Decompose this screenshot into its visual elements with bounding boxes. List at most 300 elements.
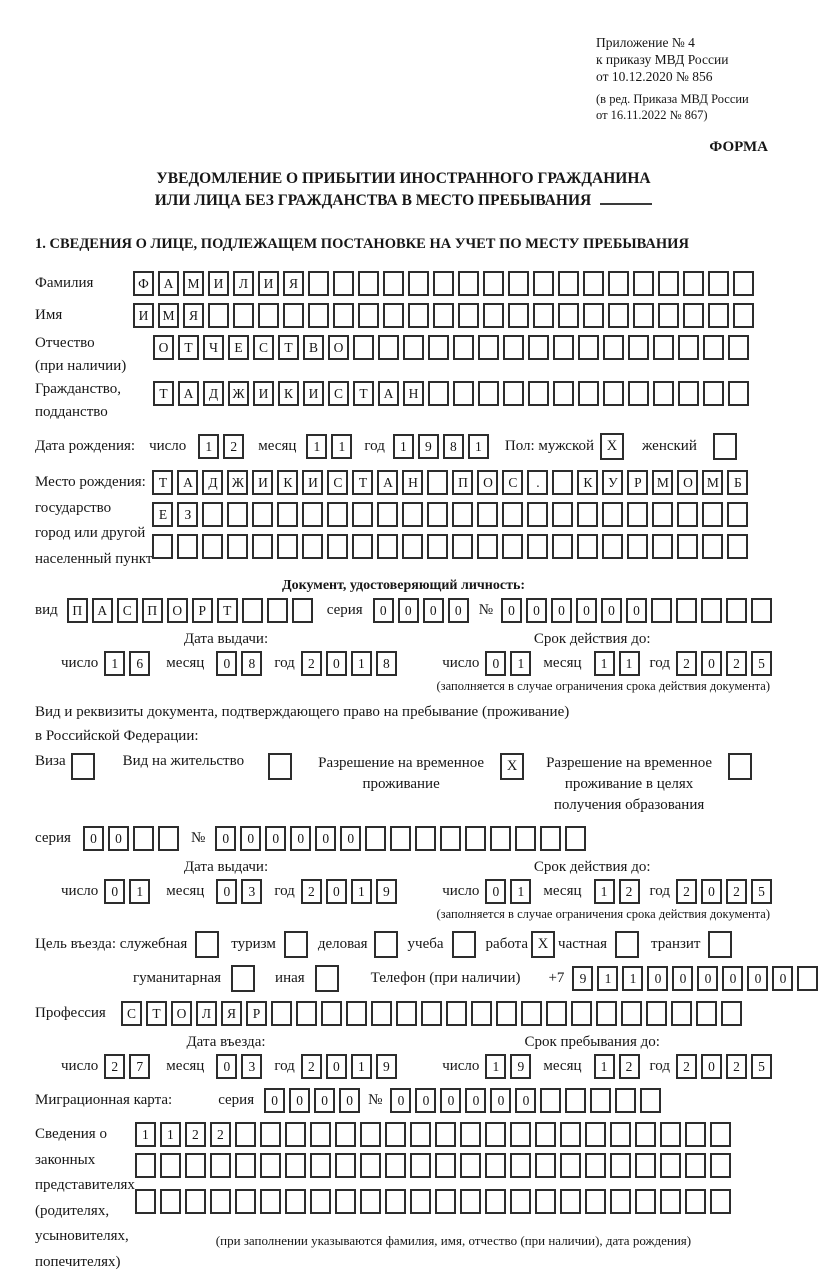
form-cell[interactable]: 0 xyxy=(289,1088,310,1113)
form-cell[interactable] xyxy=(435,1122,456,1147)
form-cell[interactable]: 0 xyxy=(83,826,104,851)
form-cell[interactable]: 0 xyxy=(448,598,469,623)
form-cell[interactable] xyxy=(231,965,255,992)
form-cell[interactable] xyxy=(558,271,579,296)
form-cell[interactable]: 1 xyxy=(594,879,615,904)
form-cell[interactable]: 0 xyxy=(747,966,768,991)
form-cell[interactable]: О xyxy=(171,1001,192,1026)
form-cell[interactable]: 0 xyxy=(551,598,572,623)
form-cell[interactable] xyxy=(728,753,752,780)
form-cell[interactable]: 1 xyxy=(510,651,531,676)
form-cell[interactable] xyxy=(583,303,604,328)
form-cell[interactable]: Р xyxy=(246,1001,267,1026)
form-cell[interactable]: 0 xyxy=(701,651,722,676)
form-cell[interactable] xyxy=(610,1189,631,1214)
form-cell[interactable] xyxy=(378,335,399,360)
form-cell[interactable] xyxy=(685,1189,706,1214)
form-cell[interactable] xyxy=(496,1001,517,1026)
form-cell[interactable]: 1 xyxy=(129,879,150,904)
form-cell[interactable]: Н xyxy=(403,381,424,406)
form-cell[interactable] xyxy=(402,502,423,527)
form-cell[interactable]: 1 xyxy=(104,651,125,676)
form-cell[interactable]: Р xyxy=(627,470,648,495)
form-cell[interactable]: 0 xyxy=(485,879,506,904)
form-cell[interactable]: С xyxy=(502,470,523,495)
form-cell[interactable] xyxy=(260,1122,281,1147)
form-cell[interactable] xyxy=(267,598,288,623)
form-cell[interactable] xyxy=(660,1122,681,1147)
form-cell[interactable] xyxy=(552,470,573,495)
form-cell[interactable] xyxy=(135,1153,156,1178)
form-cell[interactable]: 1 xyxy=(622,966,643,991)
form-cell[interactable] xyxy=(660,1189,681,1214)
form-cell[interactable] xyxy=(327,502,348,527)
form-cell[interactable] xyxy=(528,335,549,360)
form-cell[interactable] xyxy=(502,502,523,527)
form-cell[interactable]: 2 xyxy=(726,879,747,904)
form-cell[interactable] xyxy=(546,1001,567,1026)
form-cell[interactable] xyxy=(726,598,747,623)
form-cell[interactable] xyxy=(302,502,323,527)
form-cell[interactable]: 0 xyxy=(423,598,444,623)
form-cell[interactable] xyxy=(510,1189,531,1214)
form-cell[interactable]: О xyxy=(677,470,698,495)
form-cell[interactable] xyxy=(428,381,449,406)
form-cell[interactable]: 2 xyxy=(301,1054,322,1079)
form-cell[interactable] xyxy=(440,826,461,851)
form-cell[interactable]: 0 xyxy=(398,598,419,623)
form-cell[interactable]: 9 xyxy=(510,1054,531,1079)
form-cell[interactable] xyxy=(578,381,599,406)
form-cell[interactable]: 0 xyxy=(626,598,647,623)
form-cell[interactable] xyxy=(602,502,623,527)
form-cell[interactable] xyxy=(235,1153,256,1178)
form-cell[interactable]: 2 xyxy=(301,879,322,904)
form-cell[interactable] xyxy=(271,1001,292,1026)
form-cell[interactable]: О xyxy=(167,598,188,623)
form-cell[interactable]: . xyxy=(527,470,548,495)
form-cell[interactable]: 1 xyxy=(619,651,640,676)
form-cell[interactable] xyxy=(483,303,504,328)
form-cell[interactable] xyxy=(553,381,574,406)
form-cell[interactable]: 0 xyxy=(315,826,336,851)
form-cell[interactable] xyxy=(721,1001,742,1026)
form-cell[interactable] xyxy=(652,502,673,527)
form-cell[interactable] xyxy=(352,534,373,559)
form-cell[interactable]: 0 xyxy=(697,966,718,991)
form-cell[interactable]: 0 xyxy=(701,879,722,904)
form-cell[interactable] xyxy=(577,502,598,527)
form-cell[interactable] xyxy=(452,502,473,527)
form-cell[interactable]: Т xyxy=(352,470,373,495)
form-cell[interactable]: 0 xyxy=(104,879,125,904)
form-cell[interactable]: 9 xyxy=(418,434,439,459)
form-cell[interactable] xyxy=(308,303,329,328)
form-cell[interactable]: О xyxy=(328,335,349,360)
form-cell[interactable]: 8 xyxy=(376,651,397,676)
form-cell[interactable] xyxy=(540,1088,561,1113)
form-cell[interactable] xyxy=(540,826,561,851)
form-cell[interactable] xyxy=(527,502,548,527)
form-cell[interactable]: А xyxy=(378,381,399,406)
form-cell[interactable]: А xyxy=(92,598,113,623)
purpose-other-checkbox[interactable] xyxy=(315,965,339,992)
form-cell[interactable]: 2 xyxy=(301,651,322,676)
form-cell[interactable] xyxy=(383,271,404,296)
form-cell[interactable] xyxy=(485,1153,506,1178)
form-cell[interactable] xyxy=(277,534,298,559)
form-cell[interactable] xyxy=(435,1153,456,1178)
form-cell[interactable] xyxy=(402,534,423,559)
form-cell[interactable] xyxy=(583,271,604,296)
purpose-tourism-checkbox[interactable] xyxy=(284,931,308,958)
form-cell[interactable] xyxy=(560,1122,581,1147)
form-cell[interactable] xyxy=(651,598,672,623)
form-cell[interactable]: 2 xyxy=(726,651,747,676)
form-cell[interactable] xyxy=(502,534,523,559)
form-cell[interactable]: 5 xyxy=(751,879,772,904)
form-cell[interactable] xyxy=(471,1001,492,1026)
form-cell[interactable] xyxy=(577,534,598,559)
form-cell[interactable]: 0 xyxy=(485,651,506,676)
form-cell[interactable] xyxy=(535,1122,556,1147)
form-cell[interactable]: 0 xyxy=(490,1088,511,1113)
form-cell[interactable] xyxy=(652,534,673,559)
purpose-business-checkbox[interactable] xyxy=(374,931,398,958)
form-cell[interactable]: Д xyxy=(203,381,224,406)
form-cell[interactable] xyxy=(528,381,549,406)
form-cell[interactable] xyxy=(371,1001,392,1026)
form-cell[interactable] xyxy=(797,966,818,991)
form-cell[interactable]: 0 xyxy=(526,598,547,623)
form-cell[interactable] xyxy=(535,1153,556,1178)
form-cell[interactable] xyxy=(701,598,722,623)
form-cell[interactable] xyxy=(508,271,529,296)
form-cell[interactable] xyxy=(713,433,737,460)
form-cell[interactable]: 2 xyxy=(726,1054,747,1079)
form-cell[interactable] xyxy=(352,502,373,527)
form-cell[interactable] xyxy=(415,826,436,851)
form-cell[interactable]: 9 xyxy=(376,1054,397,1079)
form-cell[interactable] xyxy=(685,1153,706,1178)
form-cell[interactable]: X xyxy=(500,753,524,780)
form-cell[interactable]: 2 xyxy=(676,651,697,676)
form-cell[interactable]: 2 xyxy=(185,1122,206,1147)
form-cell[interactable] xyxy=(535,1189,556,1214)
form-cell[interactable]: 0 xyxy=(216,1054,237,1079)
form-cell[interactable] xyxy=(335,1153,356,1178)
form-cell[interactable] xyxy=(458,303,479,328)
form-cell[interactable] xyxy=(565,1088,586,1113)
form-cell[interactable]: Т xyxy=(353,381,374,406)
form-cell[interactable]: 0 xyxy=(108,826,129,851)
form-cell[interactable] xyxy=(683,303,704,328)
form-cell[interactable] xyxy=(358,303,379,328)
form-cell[interactable] xyxy=(158,826,179,851)
form-cell[interactable]: 0 xyxy=(390,1088,411,1113)
form-cell[interactable]: В xyxy=(303,335,324,360)
form-cell[interactable] xyxy=(640,1088,661,1113)
form-cell[interactable] xyxy=(671,1001,692,1026)
form-cell[interactable] xyxy=(346,1001,367,1026)
form-cell[interactable]: Л xyxy=(233,271,254,296)
form-cell[interactable] xyxy=(727,502,748,527)
form-cell[interactable]: О xyxy=(153,335,174,360)
form-cell[interactable] xyxy=(385,1153,406,1178)
form-cell[interactable] xyxy=(660,1153,681,1178)
form-cell[interactable]: И xyxy=(208,271,229,296)
form-cell[interactable]: 1 xyxy=(351,651,372,676)
form-cell[interactable] xyxy=(365,826,386,851)
form-cell[interactable]: К xyxy=(277,470,298,495)
purpose-official-checkbox[interactable] xyxy=(195,931,219,958)
form-cell[interactable]: 1 xyxy=(468,434,489,459)
form-cell[interactable] xyxy=(284,931,308,958)
form-cell[interactable] xyxy=(333,271,354,296)
form-cell[interactable] xyxy=(733,271,754,296)
form-cell[interactable] xyxy=(410,1122,431,1147)
form-cell[interactable] xyxy=(635,1189,656,1214)
form-cell[interactable] xyxy=(210,1189,231,1214)
form-cell[interactable] xyxy=(553,335,574,360)
form-cell[interactable] xyxy=(408,303,429,328)
form-cell[interactable]: Ж xyxy=(228,381,249,406)
residence-permit-checkbox[interactable] xyxy=(268,753,292,780)
form-cell[interactable] xyxy=(160,1153,181,1178)
form-cell[interactable]: 1 xyxy=(393,434,414,459)
form-cell[interactable] xyxy=(658,271,679,296)
form-cell[interactable] xyxy=(703,381,724,406)
form-cell[interactable] xyxy=(602,534,623,559)
form-cell[interactable]: Ж xyxy=(227,470,248,495)
form-cell[interactable] xyxy=(310,1153,331,1178)
form-cell[interactable]: И xyxy=(303,381,324,406)
form-cell[interactable] xyxy=(483,271,504,296)
form-cell[interactable] xyxy=(615,931,639,958)
form-cell[interactable] xyxy=(460,1122,481,1147)
form-cell[interactable] xyxy=(227,502,248,527)
form-cell[interactable] xyxy=(460,1153,481,1178)
form-cell[interactable] xyxy=(296,1001,317,1026)
form-cell[interactable]: Р xyxy=(192,598,213,623)
form-cell[interactable] xyxy=(585,1122,606,1147)
form-cell[interactable] xyxy=(383,303,404,328)
form-cell[interactable]: С xyxy=(327,470,348,495)
form-cell[interactable]: Т xyxy=(178,335,199,360)
form-cell[interactable] xyxy=(653,381,674,406)
form-cell[interactable] xyxy=(410,1153,431,1178)
form-cell[interactable]: С xyxy=(117,598,138,623)
form-cell[interactable] xyxy=(277,502,298,527)
form-cell[interactable] xyxy=(310,1189,331,1214)
form-cell[interactable] xyxy=(585,1153,606,1178)
form-cell[interactable]: О xyxy=(477,470,498,495)
form-cell[interactable] xyxy=(585,1189,606,1214)
form-cell[interactable] xyxy=(578,335,599,360)
form-cell[interactable]: У xyxy=(602,470,623,495)
form-cell[interactable] xyxy=(428,335,449,360)
form-cell[interactable]: К xyxy=(577,470,598,495)
form-cell[interactable] xyxy=(527,534,548,559)
form-cell[interactable] xyxy=(358,271,379,296)
form-cell[interactable] xyxy=(385,1122,406,1147)
form-cell[interactable] xyxy=(285,1153,306,1178)
form-cell[interactable] xyxy=(160,1189,181,1214)
form-cell[interactable] xyxy=(633,303,654,328)
form-cell[interactable]: 0 xyxy=(701,1054,722,1079)
form-cell[interactable] xyxy=(510,1153,531,1178)
form-cell[interactable] xyxy=(658,303,679,328)
form-cell[interactable] xyxy=(610,1153,631,1178)
form-cell[interactable]: Я xyxy=(283,271,304,296)
form-cell[interactable]: 8 xyxy=(241,651,262,676)
form-cell[interactable] xyxy=(708,931,732,958)
form-cell[interactable] xyxy=(533,271,554,296)
form-cell[interactable]: 0 xyxy=(290,826,311,851)
form-cell[interactable] xyxy=(628,335,649,360)
form-cell[interactable] xyxy=(327,534,348,559)
form-cell[interactable] xyxy=(751,598,772,623)
form-cell[interactable]: 0 xyxy=(340,826,361,851)
form-cell[interactable]: 2 xyxy=(223,434,244,459)
form-cell[interactable] xyxy=(676,598,697,623)
form-cell[interactable] xyxy=(433,303,454,328)
form-cell[interactable]: 0 xyxy=(264,1088,285,1113)
form-cell[interactable] xyxy=(515,826,536,851)
form-cell[interactable] xyxy=(478,335,499,360)
form-cell[interactable]: 0 xyxy=(215,826,236,851)
form-cell[interactable] xyxy=(285,1122,306,1147)
form-cell[interactable] xyxy=(353,335,374,360)
form-cell[interactable] xyxy=(677,534,698,559)
form-cell[interactable]: 1 xyxy=(198,434,219,459)
form-cell[interactable]: 9 xyxy=(376,879,397,904)
form-cell[interactable]: 0 xyxy=(373,598,394,623)
form-cell[interactable] xyxy=(677,502,698,527)
form-cell[interactable]: 1 xyxy=(351,879,372,904)
form-cell[interactable] xyxy=(477,534,498,559)
form-cell[interactable]: 0 xyxy=(415,1088,436,1113)
form-cell[interactable] xyxy=(377,534,398,559)
form-cell[interactable]: 1 xyxy=(597,966,618,991)
form-cell[interactable] xyxy=(268,753,292,780)
form-cell[interactable]: 2 xyxy=(104,1054,125,1079)
form-cell[interactable] xyxy=(508,303,529,328)
form-cell[interactable]: 1 xyxy=(510,879,531,904)
form-cell[interactable]: А xyxy=(158,271,179,296)
form-cell[interactable]: 0 xyxy=(722,966,743,991)
form-cell[interactable]: 0 xyxy=(772,966,793,991)
form-cell[interactable] xyxy=(385,1189,406,1214)
form-cell[interactable] xyxy=(208,303,229,328)
form-cell[interactable] xyxy=(635,1153,656,1178)
form-cell[interactable] xyxy=(603,381,624,406)
form-cell[interactable]: X xyxy=(531,931,555,958)
form-cell[interactable]: С xyxy=(328,381,349,406)
form-cell[interactable] xyxy=(478,381,499,406)
form-cell[interactable] xyxy=(453,335,474,360)
form-cell[interactable] xyxy=(728,381,749,406)
form-cell[interactable] xyxy=(565,826,586,851)
form-cell[interactable] xyxy=(608,271,629,296)
form-cell[interactable] xyxy=(627,502,648,527)
form-cell[interactable]: 1 xyxy=(135,1122,156,1147)
form-cell[interactable]: Л xyxy=(196,1001,217,1026)
form-cell[interactable]: 1 xyxy=(331,434,352,459)
form-cell[interactable]: И xyxy=(302,470,323,495)
form-cell[interactable] xyxy=(621,1001,642,1026)
form-cell[interactable] xyxy=(258,303,279,328)
form-cell[interactable]: 2 xyxy=(619,879,640,904)
form-cell[interactable] xyxy=(452,931,476,958)
form-cell[interactable]: П xyxy=(142,598,163,623)
form-cell[interactable] xyxy=(571,1001,592,1026)
purpose-work-checkbox[interactable] xyxy=(531,931,555,958)
form-cell[interactable] xyxy=(185,1153,206,1178)
form-cell[interactable]: И xyxy=(252,470,273,495)
form-cell[interactable]: 0 xyxy=(326,651,347,676)
form-cell[interactable] xyxy=(458,271,479,296)
form-cell[interactable]: 0 xyxy=(576,598,597,623)
form-cell[interactable] xyxy=(427,470,448,495)
form-cell[interactable]: Д xyxy=(202,470,223,495)
form-cell[interactable] xyxy=(485,1122,506,1147)
form-cell[interactable]: Н xyxy=(402,470,423,495)
form-cell[interactable]: 0 xyxy=(647,966,668,991)
form-cell[interactable]: 0 xyxy=(314,1088,335,1113)
form-cell[interactable] xyxy=(646,1001,667,1026)
form-cell[interactable] xyxy=(560,1153,581,1178)
form-cell[interactable] xyxy=(503,335,524,360)
purpose-humanitarian-checkbox[interactable] xyxy=(231,965,255,992)
form-cell[interactable]: М xyxy=(183,271,204,296)
form-cell[interactable] xyxy=(71,753,95,780)
form-cell[interactable] xyxy=(610,1122,631,1147)
form-cell[interactable] xyxy=(390,826,411,851)
form-cell[interactable]: 3 xyxy=(241,879,262,904)
form-cell[interactable]: 3 xyxy=(241,1054,262,1079)
form-cell[interactable] xyxy=(552,534,573,559)
form-cell[interactable]: Т xyxy=(146,1001,167,1026)
form-cell[interactable]: Б xyxy=(727,470,748,495)
visa-checkbox[interactable] xyxy=(71,753,95,780)
form-cell[interactable] xyxy=(252,534,273,559)
form-cell[interactable]: 9 xyxy=(572,966,593,991)
form-cell[interactable]: 0 xyxy=(265,826,286,851)
form-cell[interactable] xyxy=(710,1122,731,1147)
form-cell[interactable] xyxy=(410,1189,431,1214)
form-cell[interactable] xyxy=(603,335,624,360)
form-cell[interactable] xyxy=(202,534,223,559)
form-cell[interactable] xyxy=(377,502,398,527)
form-cell[interactable]: 1 xyxy=(306,434,327,459)
form-cell[interactable]: Е xyxy=(228,335,249,360)
form-cell[interactable] xyxy=(427,502,448,527)
form-cell[interactable] xyxy=(433,271,454,296)
form-cell[interactable] xyxy=(727,534,748,559)
form-cell[interactable] xyxy=(552,502,573,527)
form-cell[interactable]: А xyxy=(177,470,198,495)
form-cell[interactable]: 1 xyxy=(594,651,615,676)
form-cell[interactable] xyxy=(260,1153,281,1178)
form-cell[interactable] xyxy=(310,1122,331,1147)
form-cell[interactable]: Т xyxy=(278,335,299,360)
form-cell[interactable] xyxy=(510,1122,531,1147)
form-cell[interactable]: М xyxy=(702,470,723,495)
form-cell[interactable] xyxy=(703,335,724,360)
temp-residence-checkbox[interactable] xyxy=(500,753,524,780)
form-cell[interactable] xyxy=(708,271,729,296)
